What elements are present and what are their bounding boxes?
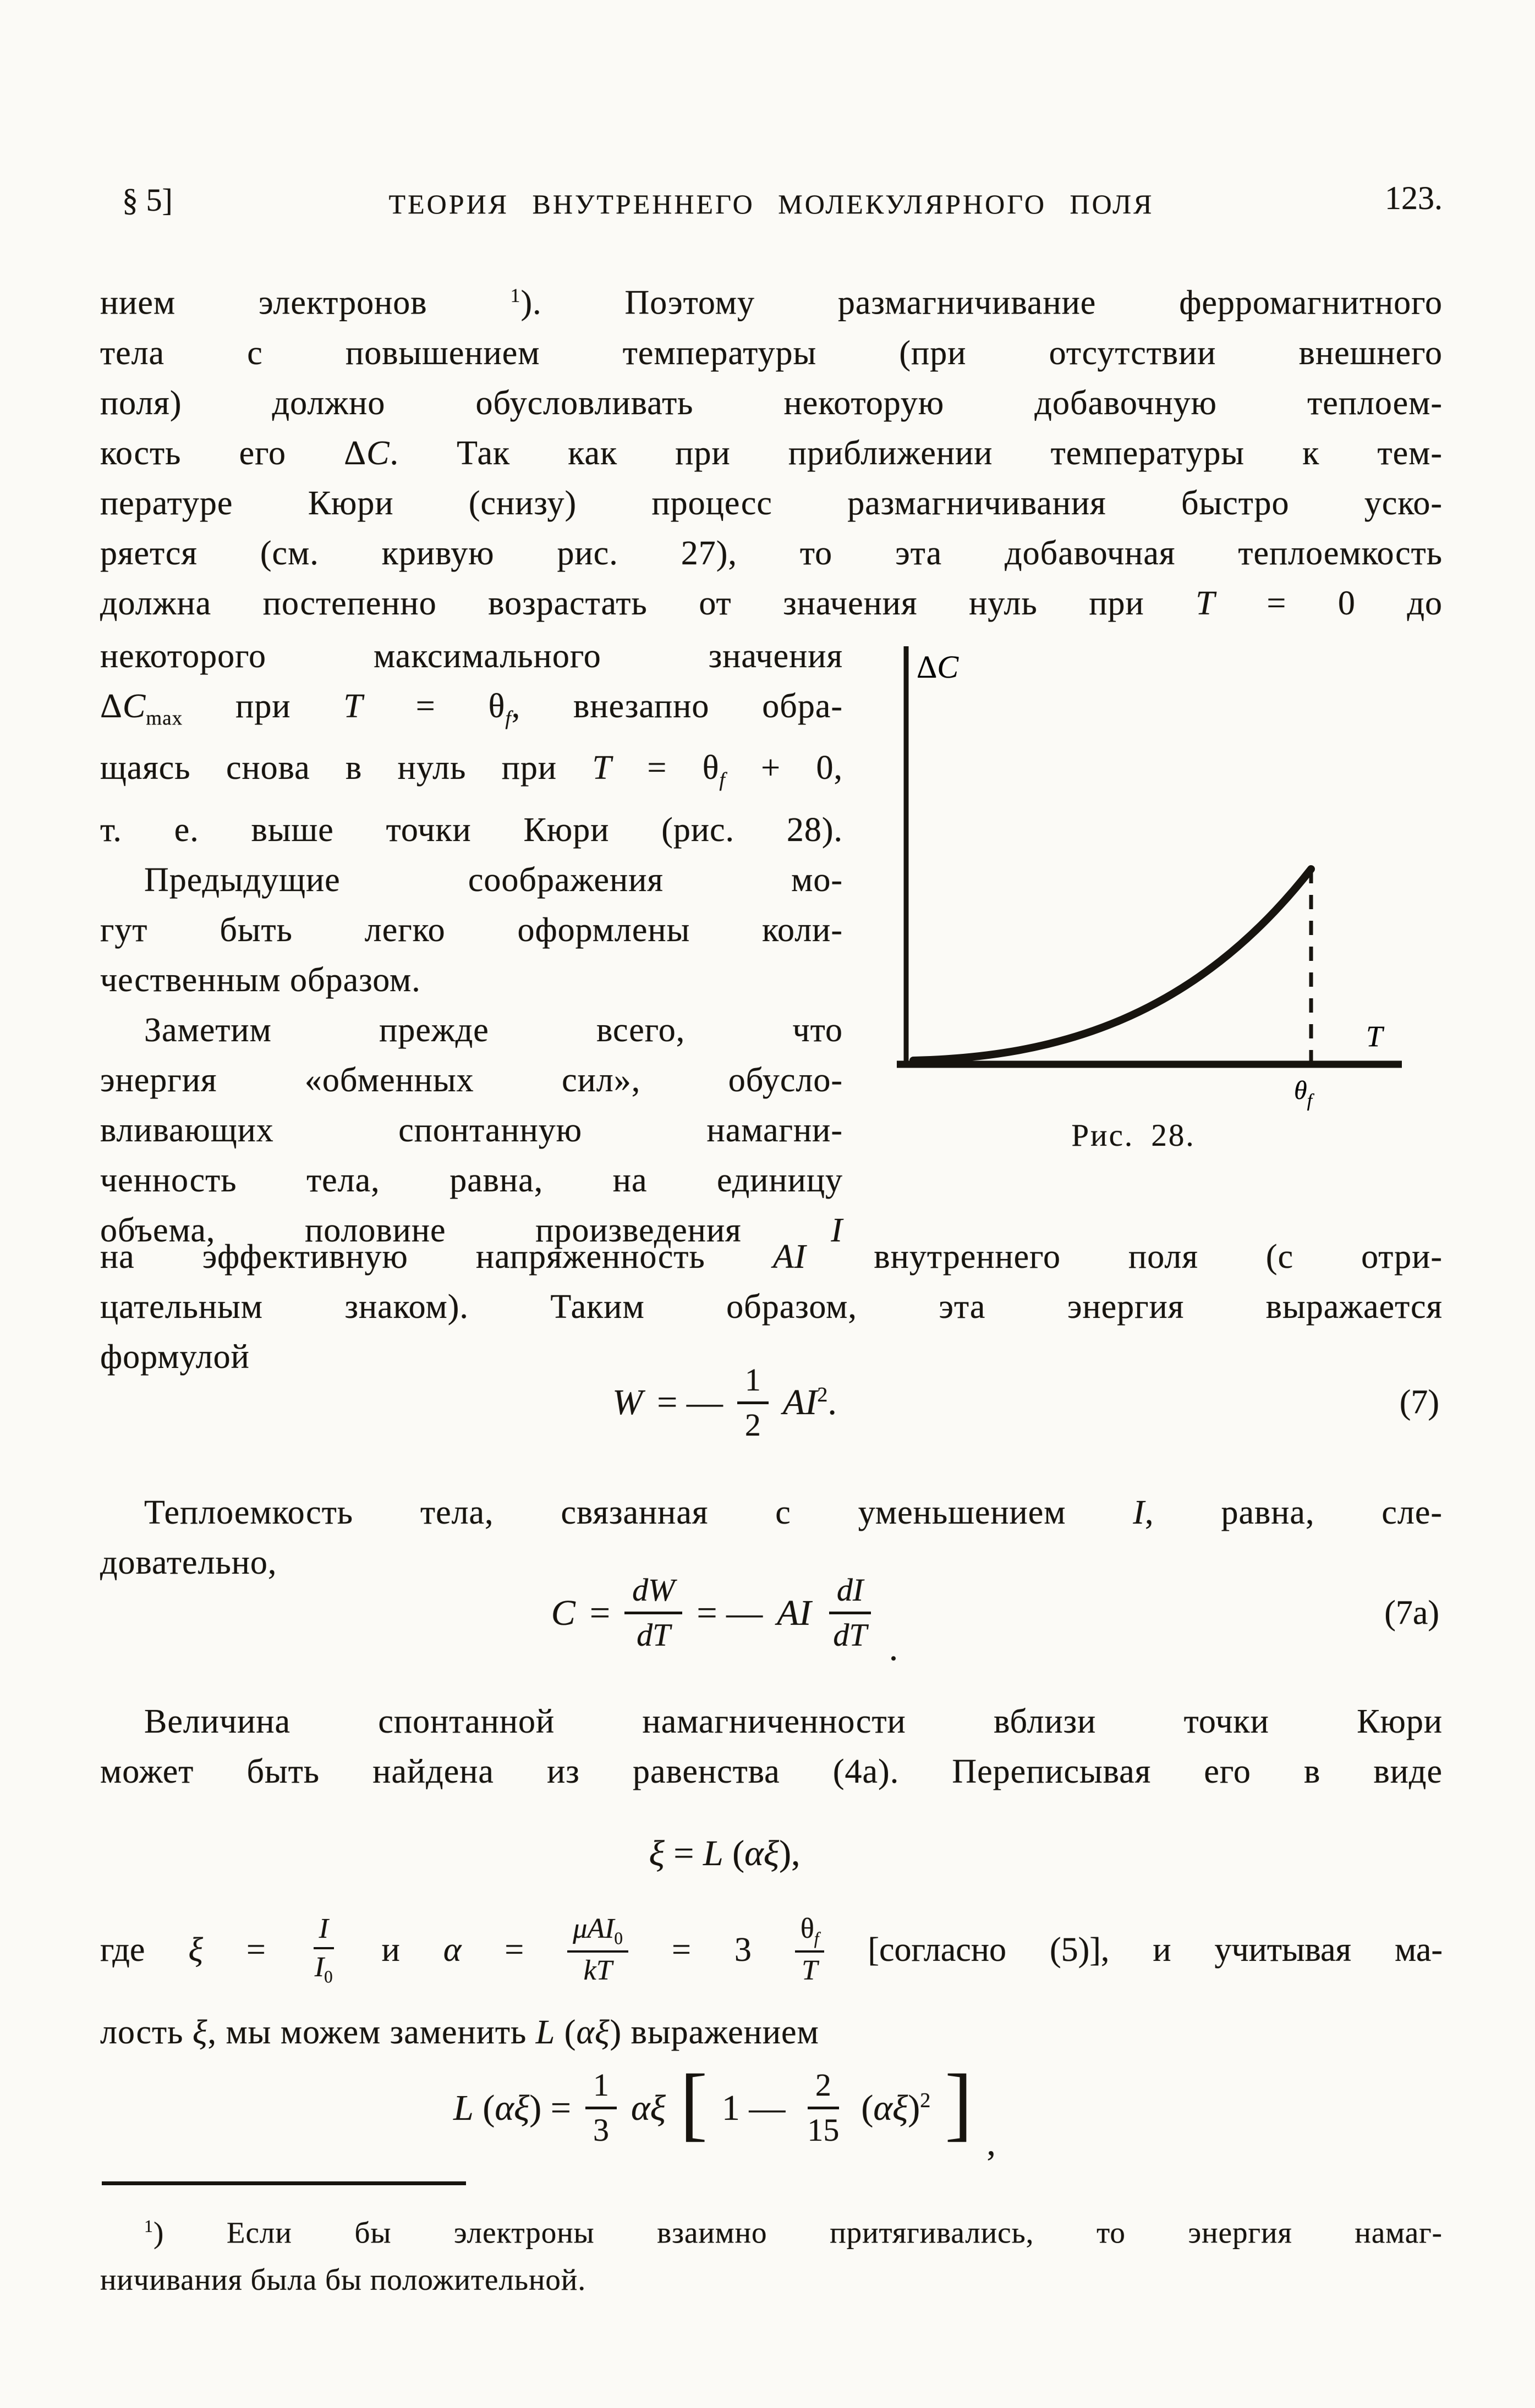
paragraph-wrapped-column — [100, 631, 843, 1256]
footnote-rule — [102, 2181, 466, 2185]
text-line: Теплоемкость тела, связанная с уменьшением I, равна, сле- — [144, 1494, 1443, 1531]
fraction-I-over-I0: $\frac{I}{I_0}$ — [309, 1913, 338, 1986]
fraction-one-half: $\frac{1}{2}$ — [737, 1362, 769, 1443]
text-line: нием электронов $^1$). Поэтому размагничивание ферромагнитного — [100, 284, 1443, 322]
text-line: тела с повышением температуры (при отсутствии внешнего — [100, 334, 1443, 372]
text-line: энергия «обменных сил», обусло- — [100, 1061, 843, 1099]
text-line: довательно, — [100, 1544, 277, 1581]
formula-L-tail: $(\alpha\xi)^2$ — [861, 2087, 931, 2128]
paragraph-intro — [100, 271, 1443, 629]
text-line: должна постепенно возрастать от значения нуль при T = 0 до — [100, 584, 1443, 622]
theta-f-label: $\theta_f$ — [1294, 1076, 1313, 1111]
text-line: формулой — [100, 1338, 250, 1376]
right-bracket: ] — [945, 2058, 973, 2149]
text-line: Заметим прежде всего, что — [144, 1011, 843, 1049]
formula-xi — [100, 1826, 1443, 1881]
page-number: 123. — [1385, 180, 1443, 216]
figure-28 — [875, 627, 1425, 1114]
fraction-two-fifteenths: $\frac{2}{15}$ — [807, 2067, 840, 2148]
paragraph-spontaneous-magnetization — [100, 1697, 1443, 1797]
text-line: т. е. выше точки Кюри (рис. 28). — [100, 811, 843, 849]
text-line: лость ξ, мы можем заменить L (αξ) выражением — [100, 2014, 819, 2051]
figure-caption: Рис. 28. — [1071, 1118, 1196, 1153]
paragraph-where-clause-2 — [100, 2008, 1443, 2058]
equals-minus: = — — [697, 1592, 763, 1633]
text-line: щаясь снова в нуль при $T = \theta_f + 0$, — [100, 749, 843, 791]
where-seg1: где ξ = — [100, 1931, 266, 1969]
formula-L-lhs: L (αξ) = — [453, 2087, 571, 2128]
text-line: Величина спонтанной намагниченности вблизи точки Кюри — [144, 1703, 1443, 1740]
text-line: цательным знаком). Таким образом, эта энергия выражается — [100, 1288, 1443, 1326]
where-seg3: = 3 — [671, 1931, 752, 1969]
formula-xi-body: ξ = L (αξ), — [649, 1833, 801, 1873]
formula-7a-mid: AI — [777, 1592, 812, 1633]
formula-7a-lhs: C — [551, 1592, 575, 1633]
equation-tag-7: (7) — [1399, 1383, 1439, 1421]
formula-7-body: $AI^2$. — [782, 1382, 837, 1422]
footnote-line: $^1$) Если бы электроны взаимно притягивались, то энергия намаг- — [144, 2215, 1443, 2250]
fraction-thetaf-over-T: $\frac{\theta_f}{T}$ — [795, 1913, 825, 1986]
text-line: некоторого максимального значения — [100, 637, 843, 675]
formula-langevin-expansion — [100, 2057, 1443, 2163]
footnote-line: ничивания была бы положительной. — [100, 2263, 586, 2297]
period: . — [889, 1628, 898, 1668]
comma: , — [986, 2123, 996, 2163]
formula-7-lhs: W — [612, 1382, 643, 1422]
text-line: ченность тела, равна, на единицу — [100, 1161, 843, 1199]
paragraph-where-clause — [100, 1900, 1443, 1999]
text-line: кость его ΔC. Так как при приближении температуры к тем- — [100, 434, 1443, 472]
text-line: гут быть легко оформлены коли- — [100, 911, 843, 949]
text-line: ряется (см. кривую рис. 27), то эта добавочная теплоемкость — [100, 534, 1443, 572]
equals-minus: = — — [657, 1382, 723, 1422]
text-line: вливающих спонтанную намагни- — [100, 1111, 843, 1149]
text-line: может быть найдена из равенства (4а). Переписывая его в виде — [100, 1753, 1443, 1790]
fraction-one-third: $\frac{1}{3}$ — [585, 2068, 617, 2148]
formula-7a — [100, 1562, 1443, 1668]
text-line: пературе Кюри (снизу) процесс размагничивания быстро уско- — [100, 484, 1443, 522]
left-bracket: [ — [679, 2058, 708, 2149]
text-line: на эффективную напряженность AI внутреннего поля (с отри- — [100, 1238, 1443, 1276]
equation-tag-7a: (7a) — [1384, 1594, 1439, 1631]
formula-7 — [100, 1356, 1443, 1449]
running-title: ТЕОРИЯ ВНУТРЕННЕГО МОЛЕКУЛЯРНОГО ПОЛЯ — [388, 189, 1154, 219]
y-axis-label: ΔC — [917, 649, 958, 685]
delta-c-curve — [913, 869, 1311, 1060]
text-line: Предыдущие соображения мо- — [144, 861, 843, 899]
x-axis-label: T — [1366, 1020, 1383, 1053]
equals: = — [589, 1592, 611, 1633]
fraction-dW-dT: $\frac{dW}{dT}$ — [624, 1573, 682, 1653]
formula-L-mid: αξ — [631, 2087, 666, 2128]
footnote — [100, 2203, 1443, 2303]
fraction-dI-dT: $\frac{dI}{dT}$ — [825, 1573, 874, 1653]
fraction-muAI0-over-kT: μAI$_0$ kT — [567, 1913, 628, 1986]
where-seg2: и α = — [381, 1931, 524, 1969]
text-line: объема, половине произведения I — [100, 1211, 843, 1249]
text-line: чественным образом. — [100, 961, 421, 999]
where-seg4: [согласно (5)], и учитывая ма- — [868, 1931, 1443, 1969]
formula-L-inner: 1 — — [721, 2087, 786, 2128]
text-line: поля) должно обусловливать некоторую добавочную теплоем- — [100, 384, 1443, 422]
text-line: $\Delta C_{max}$ при $T = \theta_f$, внезапно обра- — [100, 688, 843, 730]
section-number: § 5] — [122, 182, 173, 218]
